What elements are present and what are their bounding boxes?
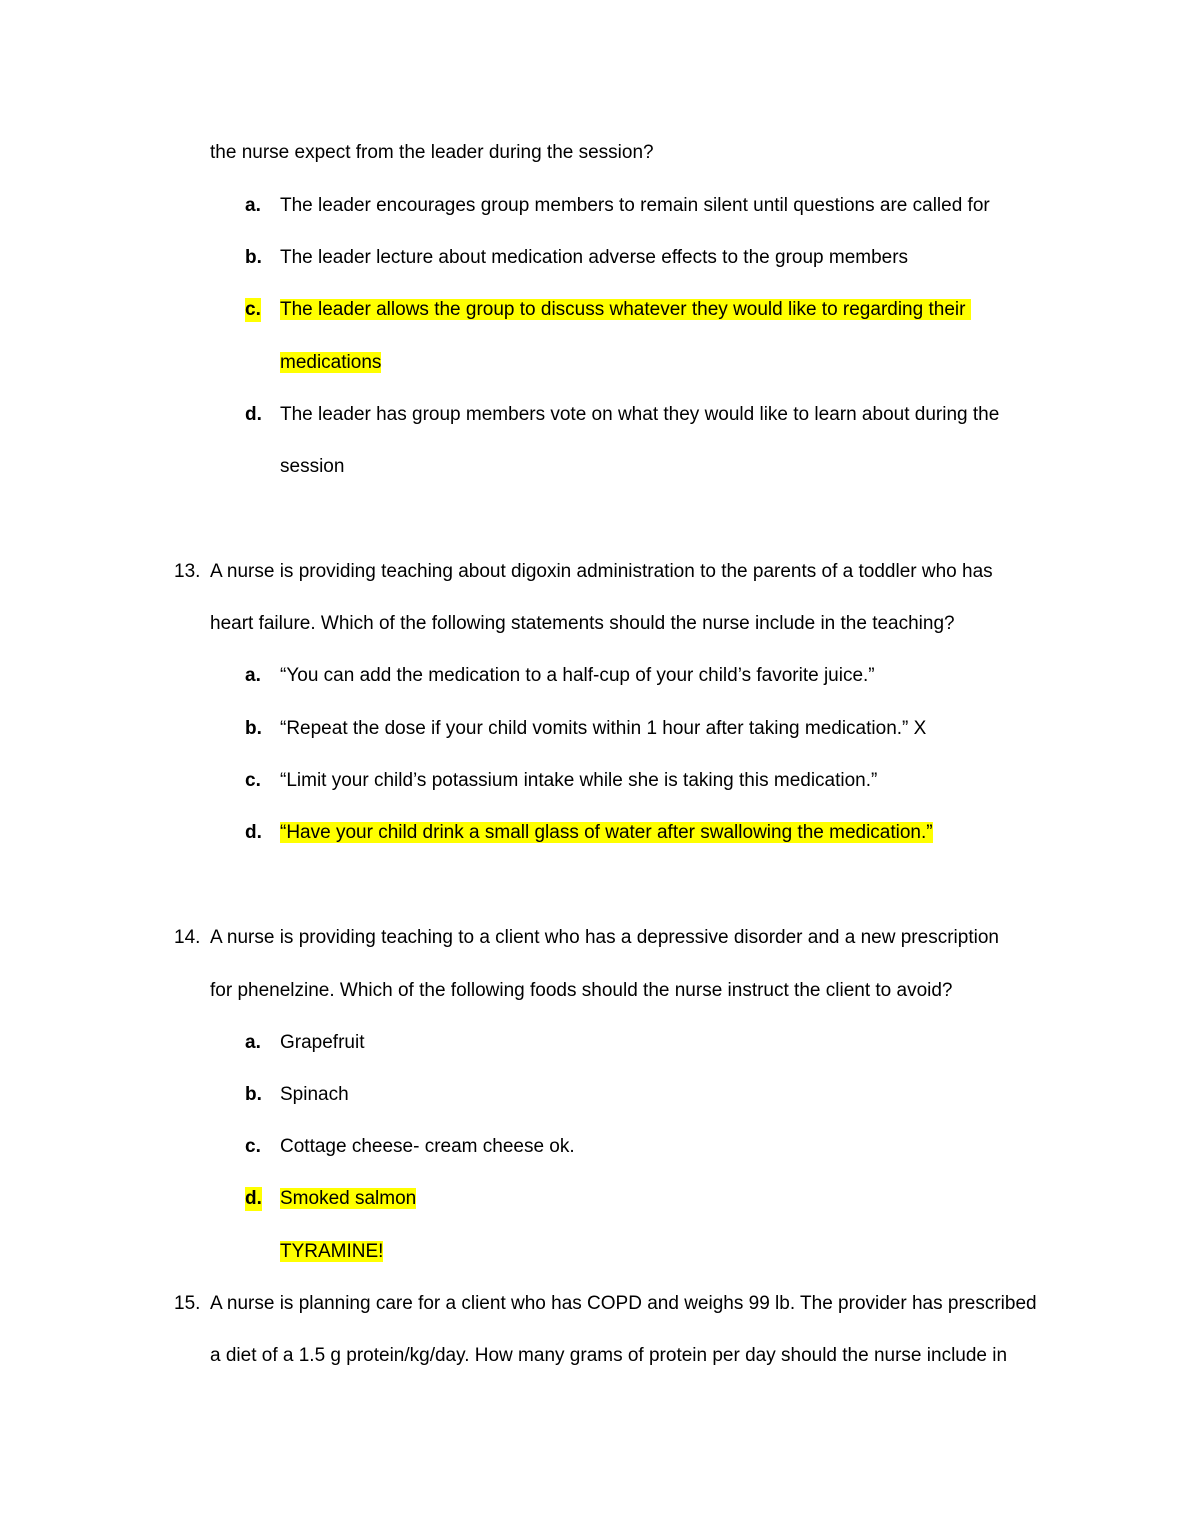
q14-stem-line1: A nurse is providing teaching to a client who has a depressive disorder and a new prescription <box>210 927 999 948</box>
q12-option-c-text-line1 <box>280 298 971 322</box>
q13-stem-line1: A nurse is providing teaching about digoxin administration to the parents of a toddler who has <box>210 561 993 582</box>
q12-stem-tail: the nurse expect from the leader during the session? <box>210 142 654 163</box>
q12-option-c-letter: c. <box>245 299 261 320</box>
q13-option-a-text: “You can add the medication to a half-cup of your child’s favorite juice.” <box>280 665 875 686</box>
q14-note-highlight: TYRAMINE! <box>280 1241 384 1262</box>
q14-option-c-letter: c. <box>245 1136 261 1157</box>
q15-stem-line1: A nurse is planning care for a client who has COPD and weighs 99 lb. The provider has prescribed <box>210 1293 1037 1314</box>
q13-option-c-text: “Limit your child’s potassium intake while she is taking this medication.” <box>280 770 878 791</box>
q14-option-b-text: Spinach <box>280 1084 349 1105</box>
q12-option-c-highlight-2: medications <box>280 352 382 373</box>
q13-stem-line2: heart failure. Which of the following statements should the nurse include in the teaching? <box>210 613 955 634</box>
q12-option-a-letter: a. <box>245 195 261 216</box>
q13-option-b-text: “Repeat the dose if your child vomits within 1 hour after taking medication.” X <box>280 718 927 739</box>
q12-option-b-letter: b. <box>245 247 262 268</box>
q13-option-d-letter: d. <box>245 822 262 843</box>
q12-option-a-text: The leader encourages group members to remain silent until questions are called for <box>280 195 990 216</box>
q14-option-b-letter: b. <box>245 1084 262 1105</box>
q13-option-d-highlight: “Have your child drink a small glass of water after swallowing the medication.” <box>280 822 933 843</box>
q12-option-d-text-line1: The leader has group members vote on what they would like to learn about during the <box>280 404 1000 425</box>
q14-note <box>280 1240 383 1264</box>
q12-option-c-highlight-1: The leader allows the group to discuss whatever they would like to regarding their <box>280 299 971 320</box>
q13-option-c-letter: c. <box>245 770 261 791</box>
q14-option-d-text <box>280 1187 416 1211</box>
q13-option-b-letter: b. <box>245 718 262 739</box>
q15-stem-line2: a diet of a 1.5 g protein/kg/day. How many grams of protein per day should the nurse include in <box>210 1345 1008 1366</box>
q13-number: 13. <box>174 561 201 582</box>
q15-number: 15. <box>174 1293 201 1314</box>
q13-option-d-text <box>280 821 933 845</box>
q14-number: 14. <box>174 927 201 948</box>
q14-option-d-letter: d. <box>245 1188 262 1209</box>
q12-option-d-text-line2: session <box>280 456 345 477</box>
q14-option-d-highlight: Smoked salmon <box>280 1188 417 1209</box>
q14-option-a-text: Grapefruit <box>280 1032 365 1053</box>
q14-stem-line2: for phenelzine. Which of the following foods should the nurse instruct the client to avoid? <box>210 980 953 1001</box>
q13-option-a-letter: a. <box>245 665 261 686</box>
q14-option-c-text: Cottage cheese- cream cheese ok. <box>280 1136 575 1157</box>
q12-option-c-text-line2 <box>280 351 381 375</box>
q12-option-b-text: The leader lecture about medication adverse effects to the group members <box>280 247 909 268</box>
q12-option-d-letter: d. <box>245 404 262 425</box>
q14-option-a-letter: a. <box>245 1032 261 1053</box>
